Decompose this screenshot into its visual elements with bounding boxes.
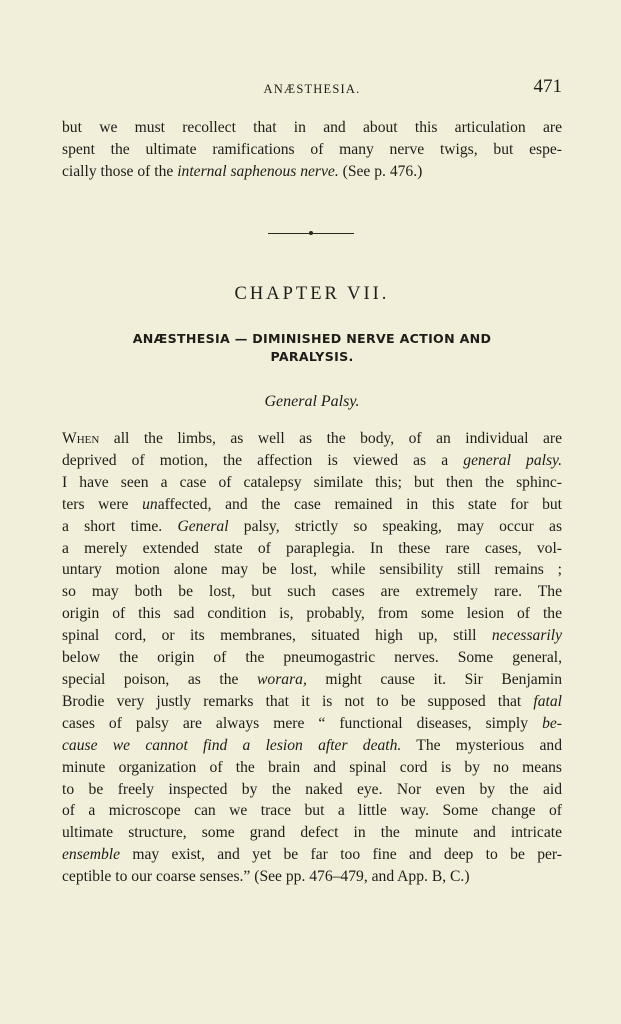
text-line: special poison, as the worara, might cause it. Sir Benjamin [62,670,562,688]
text-line: minute organization of the brain and spinal cord is by no means [62,758,562,776]
text-line: to be freely inspected by the naked eye. Nor even by the aid [62,780,562,798]
text-line: below the origin of the pneumogastric nerves. Some general, [62,649,562,667]
page-header [62,76,562,100]
text-line: I have seen a case of catalepsy similate this; but then the sphinc- [62,473,562,491]
text-line: cause we cannot find a lesion after death. The mysterious and [62,736,562,754]
text-line: Brodie very justly remarks that it is not to be supposed that fatal [62,692,562,710]
text-line: but we must recollect that in and about this articulation are [62,119,562,136]
chapter-heading: CHAPTER VII. [234,284,390,304]
chapter-subtitle-line-2: PARALYSIS. [270,349,354,364]
chapter-subtitle-line-1: ANÆSTHESIA — DIMINISHED NERVE ACTION AND [132,331,492,346]
text-line: cially those of the internal saphenous nerve. (See p. 476.) [62,162,423,180]
text-line: deprived of motion, the affection is viewed as a general palsy. [62,451,562,469]
text-line: spent the ultimate ramifications of many nerve twigs, but espe- [62,140,562,158]
text-line: a short time. General palsy, strictly so speaking, may occur as [62,517,563,535]
page-number: 471 [533,76,562,97]
section-heading: General Palsy. [264,393,360,410]
text-line: so may both be lost, but such cases are extremely rare. The [62,583,562,601]
text-line: untary motion alone may be lost, while sensibility still remains ; [62,561,562,579]
body-paragraph [62,428,562,888]
text-line: a merely extended state of paraplegia. In these rare cases, vol- [62,539,562,557]
chapter-subtitle [62,330,562,366]
section-divider-ornament [268,232,354,235]
text-line: ensemble may exist, and yet be far too fine and deep to be per- [62,846,562,864]
text-line: When all the limbs, as well as the body, of an individual are [62,430,562,447]
text-line: of a microscope can we trace but a little way. Some change of [62,802,562,820]
text-line: ultimate structure, some grand defect in the minute and intricate [62,824,562,842]
text-line: origin of this sad condition is, probably, from some lesion of the [62,605,562,623]
text-line: cases of palsy are always mere “ functional diseases, simply be- [62,714,562,732]
text-line: ceptible to our coarse senses.” (See pp. 476–479, and App. B, C.) [62,868,470,886]
text-line: spinal cord, or its membranes, situated high up, still necessarily [62,627,562,645]
continuation-paragraph [62,117,562,183]
text-line: ters were unaffected, and the case remained in this state for but [62,495,562,513]
running-title: ANÆSTHESIA. [263,82,361,96]
